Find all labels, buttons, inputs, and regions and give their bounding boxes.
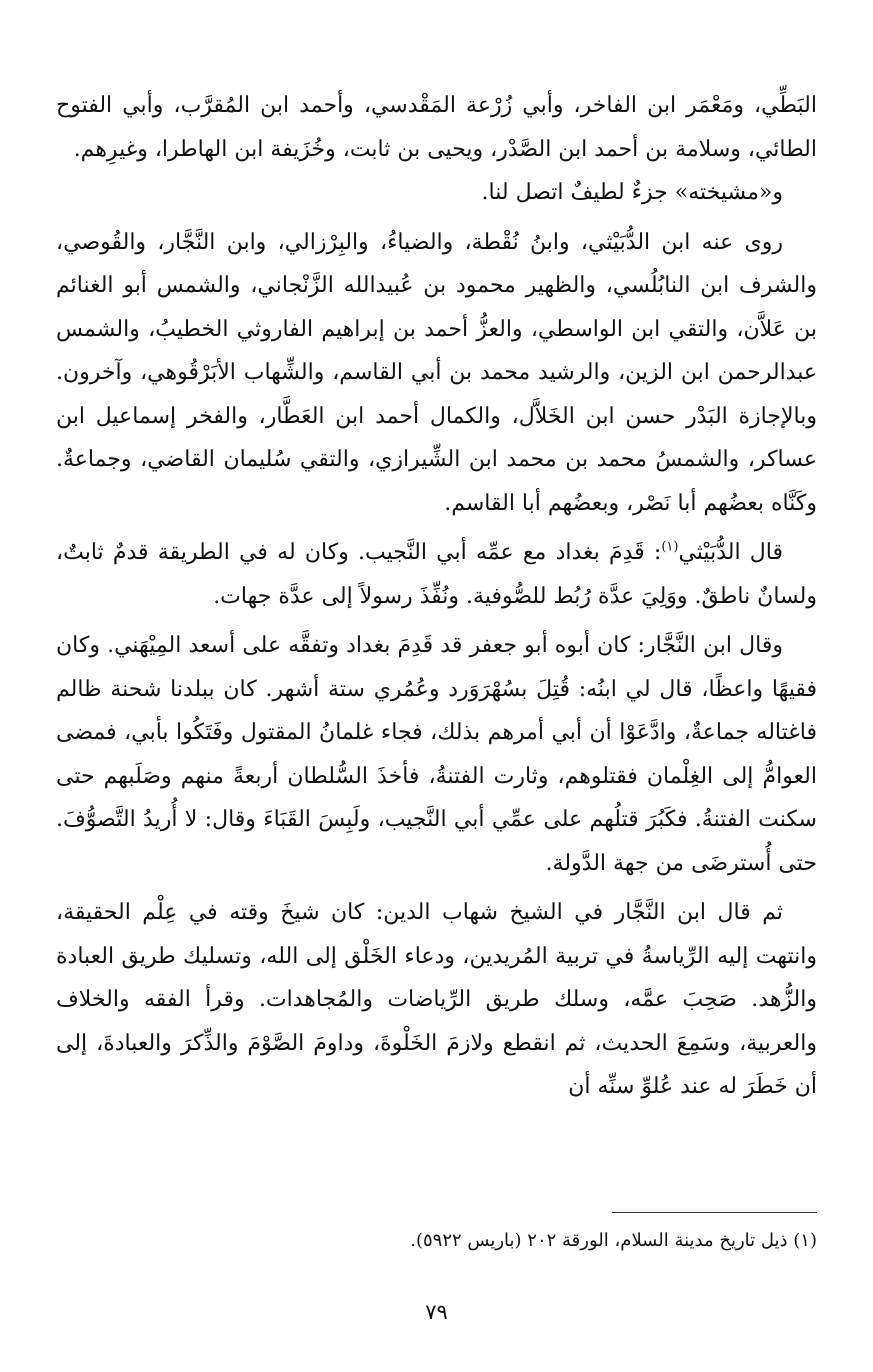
main-text bbox=[56, 84, 817, 1109]
paragraph-4-text: قال الدُّبَيْثي$^{(١)}$: قَدِمَ بغداد مع عمِّه أبي النَّجيب. وكان له في الطريقة قدمٌ ثابتٌ، ولسانٌ ناطقٌ. ووَلِيَ عدَّة رُبُط للصُّوفية. ونُفِّذَ رسولاً إلى عدَّة جهات. bbox=[56, 539, 817, 609]
paragraph-2: و«مشيخته» جزءٌ لطيفٌ اتصل لنا. bbox=[481, 180, 783, 205]
paragraph-3: روى عنه ابن الدُّبَيْثي، وابنُ نُقْطة، والضياءُ، والبِرْزالي، وابن النَّجَّار، والقُوصي، والشرف ابن النابُلُسي، والظهير محمود بن عُبيدالله الزَّنْجاني، والشمس أبو الغنائم بن عَلاَّن، والتقي ابن الواسطي، والعزُّ أحمد بن إبراهيم الفاروثي الخطيبُ، والشمس عبدالرحمن ابن الزين، والرشيد محمد بن أبي القاسم، والشِّهاب الأبَرْقُوهي، وآخرون. وبالإجازة البَدْر حسن ابن الخَلاَّل، والكمال أحمد ابن العَطَّار، والفخر إسماعيل ابن عساكر، والشمسُ محمد بن محمد ابن الشِّيرازي، والتقي سُليمان القاضي، وجماعةٌ. وكَنَّاه بعضُهم أبا نَصْر، وبعضُهم أبا القاسم. bbox=[56, 229, 817, 516]
paragraph-6: ثم قال ابن النَّجَّار في الشيخ شهاب الدين: كان شيخَ وقته في عِلْم الحقيقة، وانتهت إليه الرِّياسةُ في تربية المُريدين، ودعاء الخَلْق إلى الله، وتسليك طريق العبادة والزُّهد. صَحِبَ عمَّه، وسلك طريق الرِّياضات والمُجاهدات. وقرأ الفقه والخلاف والعربية، وسَمِعَ الحديث، ثم انقطع ولازمَ الخَلْوةَ، وداومَ الصَّوْمَ والذِّكرَ والعبادةَ، إلى أن خَطَرَ له عند عُلوِّ سنِّه أن bbox=[56, 900, 817, 1099]
footnote: (١) ذيل تاريخ مدينة السلام، الورقة ٢٠٢ (باريس ٥٩٢٢). bbox=[410, 1230, 817, 1251]
paragraph-4 bbox=[56, 531, 817, 618]
paragraph-1: البَطِّي، ومَعْمَر ابن الفاخر، وأبي زُرْعة المَقْدسي، وأحمد ابن المُقرَّب، وأبي الفتوح الطائي، وسلامة بن أحمد ابن الصَّدْر، ويحيى بن ثابت، وخُزَيفة ابن الهاطرا، وغيرِهم. bbox=[56, 93, 818, 162]
footnote-divider bbox=[612, 1212, 817, 1213]
footnote-marker: (١) bbox=[661, 539, 679, 555]
page-number: ٧٩ bbox=[425, 1300, 448, 1324]
paragraph-5: وقال ابن النَّجَّار: كان أبوه أبو جعفر قد قَدِمَ بغداد وتفقَّه على أسعد المِيْهَني. وكان فقيهًا واعظًا، قال لي ابنُه: قُتِلَ بسُهْرَوَرد وعُمُري ستة أشهر. كان ببلدنا شحنة ظالم فاغتاله جماعةٌ، وادَّعَوْا أن أبي أمرهم بذلك، فجاء غلمانُ المقتول وفَتَكُوا بأبي، فمضى العوامُّ إلى الغِلْمان فقتلوهم، وثارت الفتنةُ، فأخذَ السُّلطان أربعةً منهم وصَلَبهم حتى سكنت الفتنةُ. فكَبُرَ قتلُهم على عمِّي أبي النَّجيب، ولَبِسَ القَبَاءَ وقال: لا أُريدُ التَّصوُّفَ. حتى أُسترضَى من جهة الدَّولة. bbox=[56, 633, 817, 876]
